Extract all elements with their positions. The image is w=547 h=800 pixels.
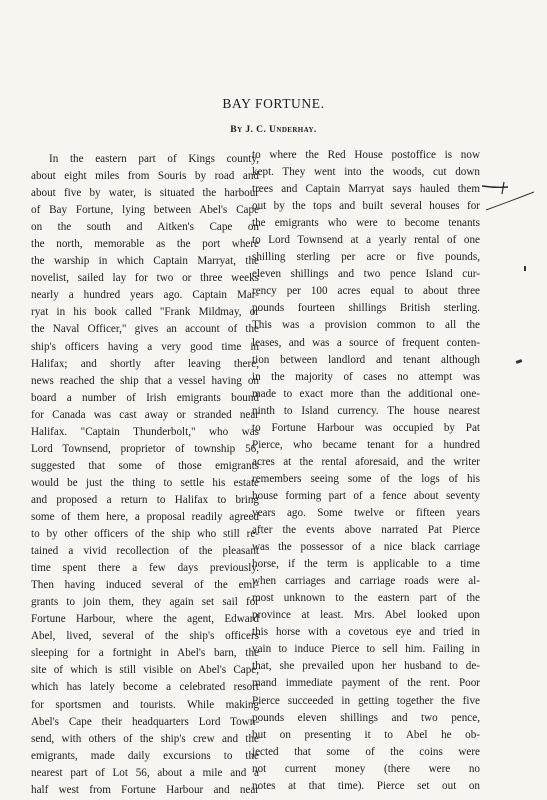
article-title: BAY FORTUNE. bbox=[222, 96, 325, 111]
text-line: rency per 100 acres equal to about three bbox=[252, 285, 480, 298]
text-line: horse, if the term is applicable to a time bbox=[252, 558, 480, 571]
text-column-right bbox=[252, 147, 480, 795]
text-line: leases, and was a source of frequent conten- bbox=[252, 336, 480, 349]
article-byline bbox=[0, 124, 547, 135]
text-line: mand immediate payment of the rent. Poor bbox=[252, 677, 480, 690]
text-line: In the eastern part of Kings county, bbox=[49, 153, 259, 165]
text-line: province at least. Mrs. Abel looked upon bbox=[252, 609, 480, 622]
text-line: shilling sterling per acre or five pounds, bbox=[252, 251, 480, 264]
text-line: Halifax; and shortly after leaving there, bbox=[31, 357, 259, 370]
text-line: the warship in which Captain Marryat, the bbox=[31, 255, 259, 268]
text-line: site of which is still visible on Abel's Cape, bbox=[31, 664, 259, 677]
text-line: grants to join them, they again set sail for bbox=[31, 596, 259, 609]
text-line: news reached the ship that a vessel having on bbox=[31, 374, 259, 387]
text-line: Abel's Cape their headquarters Lord Town- bbox=[31, 715, 259, 728]
text-line: on the south and Aitken's Cape on bbox=[31, 221, 259, 234]
text-line: This was a provision common to all the bbox=[252, 319, 480, 332]
text-line: Pierce succeeded in getting together the five bbox=[252, 694, 480, 707]
text-line: tion between landlord and tenant although bbox=[252, 353, 480, 366]
text-line: Fortune Harbour, where the agent, Edward bbox=[31, 613, 259, 626]
text-line: in the majority of cases no attempt was bbox=[252, 370, 480, 383]
text-line: board a number of Irish emigrants bound bbox=[31, 391, 259, 404]
text-line: acres at the rental aforesaid, and the writer bbox=[252, 455, 480, 468]
text-line: to by other officers of the ship who still re- bbox=[31, 528, 259, 541]
text-line: time spent there a few days previously. bbox=[31, 562, 259, 575]
text-line: trees and Captain Marryat says hauled them bbox=[252, 183, 480, 196]
text-line: out by the tops and built several houses for bbox=[252, 200, 480, 213]
text-line: made to exact more than the additional one- bbox=[252, 387, 480, 400]
text-line: kept. They went into the woods, cut down bbox=[252, 166, 480, 179]
text-line: after the events above narrated Pat Pierce bbox=[252, 524, 480, 537]
text-line: this horse with a covetous eye and tried in bbox=[252, 626, 480, 639]
text-line: for Canada was cast away or stranded near bbox=[31, 408, 259, 421]
text-line: to where the Red House postoffice is now bbox=[252, 149, 480, 161]
text-line: suggested that some of those emigrants bbox=[31, 459, 259, 472]
text-line: but on presenting it to Abel he ob- bbox=[252, 728, 480, 741]
text-line: house forming part of a fence about seventy bbox=[252, 489, 480, 502]
text-line: about five by water, is situated the harbour bbox=[31, 187, 259, 200]
text-line: remembers seeing some of the logs of his bbox=[252, 472, 480, 485]
text-line: of Bay Fortune, lying between Abel's Cape bbox=[31, 204, 259, 217]
text-line: notes at that time). Pierce set out on bbox=[252, 779, 480, 792]
text-line: for sportsmen and tourists. While making bbox=[31, 698, 259, 711]
margin-smudge bbox=[516, 359, 523, 364]
margin-pen-mark bbox=[478, 178, 538, 218]
text-line: would be just the thing to settle his estate bbox=[31, 476, 259, 489]
text-line: Pierce, who became tenant for a hundred bbox=[252, 438, 480, 451]
text-line: novelist, sailed lay for two or three weeks bbox=[31, 272, 259, 285]
text-line: to Lord Townsend at a yearly rental of one bbox=[252, 234, 480, 247]
text-line: some of them here, a proposal readily agreed bbox=[31, 510, 259, 523]
text-line: nearly a hundred years ago. Captain Mar- bbox=[31, 289, 259, 302]
text-line: years ago. Some twelve or fifteen years bbox=[252, 506, 480, 519]
text-line: send, with others of the ship's crew and the bbox=[31, 732, 259, 745]
text-line: vain to induce Pierce to sell him. Failing in bbox=[252, 643, 480, 656]
text-line: pounds fourteen shillings British sterling. bbox=[252, 302, 480, 315]
text-line: Abel, lived, several of the ship's officers bbox=[31, 630, 259, 643]
text-line: ninth to Island currency. The house nearest bbox=[252, 404, 480, 417]
text-line: the north, memorable as the port where bbox=[31, 238, 259, 251]
text-line: sleeping for a fortnight in Abel's barn, the bbox=[31, 647, 259, 660]
text-line: nearest part of Lot 56, about a mile and a bbox=[31, 766, 259, 779]
text-line: not current money (there were no bbox=[252, 762, 480, 775]
text-line: Then having induced several of the emi- bbox=[31, 579, 259, 592]
text-line: and proposed a return to Halifax to bring bbox=[31, 493, 259, 506]
byline-text: By J. C. Underhay. bbox=[230, 124, 317, 135]
text-line: that, she prevailed upon her husband to de- bbox=[252, 660, 480, 673]
text-line: Lord Townsend, proprietor of township 56, bbox=[31, 442, 259, 455]
text-line: about eight miles from Souris by road and bbox=[31, 170, 259, 183]
text-line: when carriages and carriage roads were al- bbox=[252, 575, 480, 588]
text-line: tained a vivid recollection of the pleasant bbox=[31, 545, 259, 558]
text-line: to Fortune Harbour was occupied by Pat bbox=[252, 421, 480, 434]
text-line: ryat in his book called "Frank Mildmay, or bbox=[31, 306, 259, 319]
text-line: Halifax. "Captain Thunderbolt," who was bbox=[31, 425, 259, 438]
text-line: the Naval Officer," gives an account of the bbox=[31, 323, 259, 336]
text-line: which has lately become a celebrated resort bbox=[31, 681, 259, 694]
text-line: eleven shillings and two pence Island cur- bbox=[252, 268, 480, 281]
margin-speck bbox=[524, 266, 526, 271]
text-line: jected that some of the coins were bbox=[252, 745, 480, 758]
text-line: pounds eleven shillings and two pence, bbox=[252, 711, 480, 724]
text-line: emigrants, made daily excursions to the bbox=[31, 749, 259, 762]
text-line: most unknown to the eastern part of the bbox=[252, 592, 480, 605]
text-line: ship's officers having a very good time in bbox=[31, 340, 259, 353]
text-line: was the possessor of a nice black carriage bbox=[252, 541, 480, 554]
text-line: half west from Fortune Harbour and near bbox=[31, 783, 259, 796]
text-line: the emigrants who were to become tenants bbox=[252, 217, 480, 230]
text-column-left bbox=[31, 151, 259, 799]
